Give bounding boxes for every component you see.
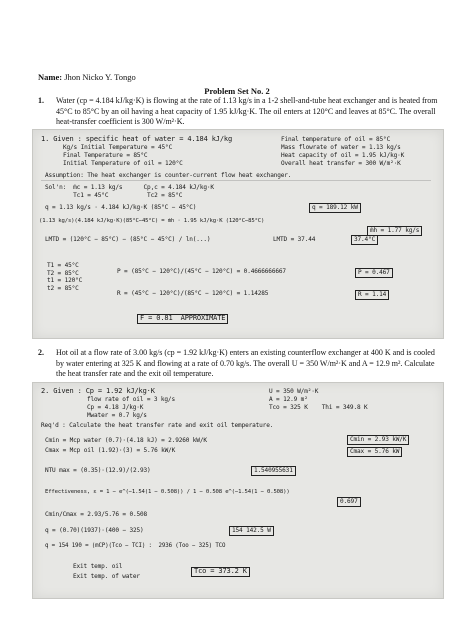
p1-p-equation: P = (85°C − 120°C)/(45°C − 120°C) = 0.4666666667 xyxy=(117,268,286,275)
p1-soln-4: (1.13 kg/s)(4.184 kJ/kg·K)(85°C−45°C) = ṁh · 1.95 kJ/kg·K (120°C−85°C) xyxy=(39,218,265,224)
p1-soln-1: Sol'n: ṁc = 1.13 kg/s Cp,c = 4.184 kJ/kg·K xyxy=(45,184,214,191)
problem-2 xyxy=(38,348,440,380)
p2-given-4: Mwater = 0.7 kg/s xyxy=(87,412,147,419)
p2-required: Req'd : Calculate the heat transfer rate and exit oil temperature. xyxy=(41,422,274,429)
p2-ntu: NTU max = (0.35)·(12.9)/(2.93) xyxy=(45,467,151,474)
p1-lmtd-result: 37.4°C xyxy=(351,235,378,245)
p2-exit-water: Exit temp. of water xyxy=(73,573,140,580)
name-label: Name: xyxy=(38,72,63,82)
p1-q-result: q = 189.12 kW xyxy=(309,203,361,213)
student-name: Jhon Nicko Y. Tongo xyxy=(64,72,136,82)
p2-cmax-result: Cmax = 5.76 kW xyxy=(347,447,402,457)
p2-q-2: q = 154 190 = (mCP)(Tco − TCI) : 2936 (Too − 325) TCO xyxy=(45,543,226,549)
p1-given-r1: Final temperature of oil = 85°C xyxy=(281,136,391,143)
p1-given-r2: Mass flowrate of water = 1.13 kg/s xyxy=(281,144,401,151)
p2-exit-oil: Exit temp. oil xyxy=(73,563,123,570)
p1-r-result: R = 1.14 xyxy=(355,290,389,300)
p1-assumption: Assumption: The heat exchanger is counter-current flow heat exchanger. xyxy=(45,172,292,179)
p1-p-result: P = 0.467 xyxy=(355,268,393,278)
name-line xyxy=(38,72,136,82)
p2-given-3: Cp = 4.18 J/kg·K xyxy=(87,404,144,411)
problem-1-number: 1. xyxy=(38,96,44,105)
p2-q-result: 154 142.5 W xyxy=(229,526,274,536)
p1-given-3: Final Temperature = 85°C xyxy=(63,152,148,159)
p2-effectiveness: Effectiveness, ε = 1 − e^(−1.54(1 − 0.508)) / 1 − 0.508 e^(−1.54(1 − 0.508)) xyxy=(45,489,290,495)
p2-cmax: Cmax = Mcp oil (1.92)·(3) = 5.76 kW/K xyxy=(45,447,176,454)
p2-effectiveness-result: 0.697 xyxy=(337,497,361,507)
p2-ratio: Cmin/Cmax = 2.93/5.76 = 0.508 xyxy=(45,511,148,518)
problem-2-number: 2. xyxy=(38,348,44,357)
p2-given-r1: U = 350 W/m²·K xyxy=(269,388,319,395)
p1-soln-2: Tc1 = 45°C Tc2 = 85°C xyxy=(45,192,183,199)
problem-1-text: Water (cp = 4.184 kJ/kg·K) is flowing at the rate of 1.13 kg/s in a 1-2 shell-and-tube heat exchanger and is heated from 45°C to 85°C by an oil having a heat capacity of 1.95 kJ/kg·K. The oil enters at 120°C and leaves at 85°C. The overall heat-transfer coefficient is 300 W/m²·K. xyxy=(56,96,438,126)
p2-ntu-result: 1.540955631 xyxy=(251,466,296,476)
p2-given-2: flow rate of oil = 3 kg/s xyxy=(87,396,175,403)
page-title: Problem Set No. 2 xyxy=(204,86,270,96)
p1-r-equation: R = (45°C − 120°C)/(85°C − 120°C) = 1.14285 xyxy=(117,290,269,297)
problem-2-photo xyxy=(32,382,444,599)
p1-given-4: Initial Temperature of oil = 120°C xyxy=(63,160,183,167)
p1-divider xyxy=(41,180,431,181)
problem-1 xyxy=(38,96,440,128)
p2-given-r3: Tco = 325 K Thi = 349.8 K xyxy=(269,404,368,411)
p1-given-1: 1. Given : specific heat of water = 4.184 kJ/kg xyxy=(41,135,233,143)
p2-cmin: Cmin = Mcp water (0.7)·(4.18 kJ) = 2.9260 kW/K xyxy=(45,437,207,444)
p2-exit-result: Tco = 373.2 K xyxy=(191,567,250,577)
problem-2-text: Hot oil at a flow rate of 3.00 kg/s (cp = 1.92 kJ/kg·K) enters an existing counterflow exchanger at 400 K and is cooled by water entering at 325 K and flowing at a rate of 0.70 kg/s. The overall U = 350 W/m²·K and A = 12.9 m². Calculate the heat transfer rate and the exit oil temperature. xyxy=(56,348,435,378)
p1-mh-result: ṁh = 1.77 kg/s xyxy=(367,226,422,236)
p1-temperature-list: T1 = 45°C T2 = 85°C t1 = 120°C t2 = 85°C xyxy=(47,262,83,292)
p1-lmtd-2: LMTD = 37.44 xyxy=(273,236,316,243)
p1-given-r4: Overall heat transfer = 300 W/m²·K xyxy=(281,160,401,167)
problem-1-photo xyxy=(32,129,444,339)
p2-cmin-result: Cmin = 2.93 kW/K xyxy=(347,435,409,445)
p1-f-result: F = 0.81 APPROXIMATE xyxy=(137,314,228,324)
p1-soln-3: q = 1.13 kg/s · 4.184 kJ/kg·K (85°C − 45°C) xyxy=(45,204,197,211)
p1-lmtd-1: LMTD = (120°C − 85°C) − (85°C − 45°C) / ln(...) xyxy=(45,236,211,243)
p1-given-r3: Heat capacity of oil = 1.95 kJ/kg·K xyxy=(281,152,405,159)
p2-given-1: 2. Given : Cp = 1.92 kJ/kg·K xyxy=(41,387,155,395)
p1-given-2: Kg/s Initial Temperature = 45°C xyxy=(63,144,173,151)
p2-given-r2: A = 12.9 m² xyxy=(269,396,308,403)
p2-q-1: q = (0.70)(1937)·(400 − 325) xyxy=(45,527,144,534)
